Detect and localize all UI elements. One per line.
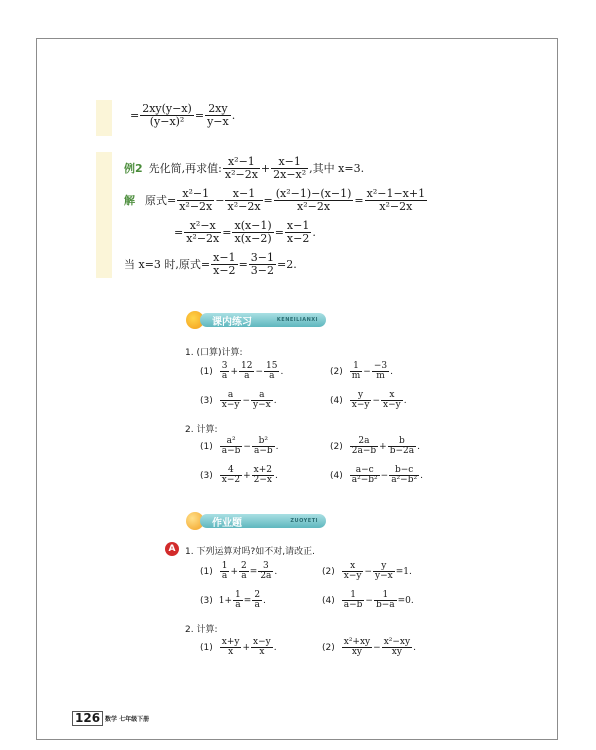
operator: =1. bbox=[395, 566, 412, 577]
numerator: y bbox=[373, 562, 395, 572]
page-number: 126 bbox=[72, 711, 103, 726]
operator: = bbox=[274, 225, 284, 239]
problem-label: (4) bbox=[330, 395, 343, 406]
denominator: m bbox=[351, 371, 361, 382]
fraction bbox=[251, 638, 273, 658]
problem bbox=[200, 591, 266, 611]
denominator: xy bbox=[391, 647, 402, 658]
numerator: b−c bbox=[389, 466, 419, 476]
operator: = bbox=[354, 193, 364, 207]
denominator: x bbox=[259, 647, 265, 658]
level-a-icon: A bbox=[165, 542, 179, 556]
denominator: 2x−x² bbox=[273, 167, 307, 181]
homework-banner bbox=[200, 514, 326, 528]
operator: + bbox=[379, 441, 387, 452]
problem bbox=[330, 362, 393, 382]
denominator: m bbox=[376, 371, 385, 382]
numerator: x+y bbox=[221, 637, 240, 647]
operator: − bbox=[215, 193, 225, 207]
problem-label: (1) bbox=[200, 441, 213, 452]
numerator: x−1 bbox=[225, 188, 262, 201]
numerator: b² bbox=[252, 437, 275, 447]
fraction bbox=[342, 591, 365, 611]
problem bbox=[200, 362, 283, 382]
problem-label: (2) bbox=[330, 366, 343, 377]
numerator: x²−1 bbox=[223, 156, 260, 169]
fraction bbox=[285, 220, 311, 244]
problem-label: (1) bbox=[200, 366, 213, 377]
denominator: a−b bbox=[343, 600, 363, 611]
operator: . bbox=[403, 395, 407, 406]
denominator: b−2a bbox=[389, 446, 415, 457]
problem-label: (4) bbox=[322, 595, 335, 606]
fraction bbox=[252, 591, 262, 611]
denominator: xy bbox=[351, 647, 363, 658]
homework-q2-title: 2. 计算: bbox=[185, 625, 218, 635]
homework-title: 作业题 bbox=[212, 517, 242, 529]
fraction bbox=[342, 638, 372, 658]
fraction bbox=[264, 362, 279, 382]
numerator: x²−1 bbox=[177, 188, 214, 201]
denominator: x(x−2) bbox=[234, 231, 272, 245]
problem bbox=[330, 466, 423, 486]
operator: . bbox=[413, 642, 416, 653]
operator: = bbox=[243, 595, 252, 606]
solution-line-2 bbox=[174, 220, 316, 244]
numerator: b bbox=[388, 437, 416, 447]
numerator: 1 bbox=[235, 590, 241, 600]
numerator: 3 bbox=[221, 361, 228, 371]
fraction bbox=[374, 591, 397, 611]
problem bbox=[330, 437, 420, 457]
solution-line-3 bbox=[124, 252, 297, 276]
numerator: y bbox=[350, 391, 372, 401]
denominator: a²−b² bbox=[351, 475, 378, 486]
fraction bbox=[350, 391, 372, 411]
fraction bbox=[342, 562, 364, 582]
fraction bbox=[249, 252, 276, 276]
fraction bbox=[251, 391, 273, 411]
fraction bbox=[350, 466, 380, 486]
denominator: y−x bbox=[207, 114, 229, 128]
fraction bbox=[220, 362, 230, 382]
operator: . bbox=[263, 595, 266, 606]
numerator: a bbox=[251, 391, 273, 401]
denominator: x²−2x bbox=[227, 199, 261, 213]
example-2 bbox=[124, 156, 364, 180]
operator: + bbox=[242, 642, 250, 653]
fraction bbox=[271, 156, 308, 180]
problem-label: (1) bbox=[200, 566, 213, 577]
fraction bbox=[223, 156, 260, 180]
denominator: a bbox=[254, 600, 260, 611]
numerator: 3−1 bbox=[250, 251, 274, 264]
operator: − bbox=[243, 441, 251, 452]
numerator: 4 bbox=[220, 466, 242, 476]
fraction bbox=[232, 220, 273, 244]
numerator: a bbox=[220, 391, 242, 401]
numerator: x bbox=[342, 562, 364, 572]
substitution-text: 当 x=3 时,原式= bbox=[124, 258, 211, 272]
fraction bbox=[239, 362, 254, 382]
denominator: 2a bbox=[260, 571, 272, 582]
practice-q2-title: 2. 计算: bbox=[185, 425, 218, 435]
numerator: 1 bbox=[342, 591, 365, 601]
practice-subtitle: KENEILIANXI bbox=[276, 317, 318, 323]
margin-shade-example bbox=[96, 152, 112, 278]
denominator: x bbox=[228, 647, 234, 658]
fraction bbox=[239, 562, 249, 582]
plus-sign: + bbox=[260, 161, 271, 175]
numerator: x²−1−x+1 bbox=[366, 187, 426, 200]
fraction bbox=[220, 437, 243, 457]
operator: . bbox=[417, 441, 420, 452]
operator: + bbox=[230, 566, 239, 577]
numerator: 2xy(y−x) bbox=[142, 102, 192, 115]
operator: . bbox=[274, 470, 278, 481]
margin-shade-top bbox=[96, 100, 112, 136]
denominator: b−a bbox=[375, 600, 395, 611]
operator: 1+ bbox=[218, 595, 233, 606]
denominator: x²−2x bbox=[224, 167, 258, 181]
fraction bbox=[220, 562, 230, 582]
denominator: x−2 bbox=[221, 475, 241, 486]
numerator: x−y bbox=[253, 637, 271, 647]
math-sequence bbox=[176, 188, 428, 212]
denominator: x²−2x bbox=[297, 199, 331, 213]
operator: . bbox=[273, 642, 277, 653]
solution-label: 解 bbox=[124, 194, 135, 208]
homework-q1-title: 1. 下列运算对吗?如不对,请改正. bbox=[185, 547, 315, 557]
operator: . bbox=[274, 566, 278, 577]
example-label: 例2 bbox=[124, 162, 143, 176]
numerator: (x²−1)−(x−1) bbox=[275, 187, 352, 200]
condition-text: ,其中 x=3. bbox=[309, 162, 365, 176]
fraction bbox=[211, 252, 237, 276]
operator: . bbox=[420, 470, 423, 481]
numerator: 2 bbox=[241, 561, 247, 571]
fraction bbox=[252, 437, 275, 457]
numerator: x(x−1) bbox=[234, 219, 272, 232]
operator: = bbox=[249, 566, 258, 577]
fraction bbox=[372, 362, 389, 382]
fraction bbox=[184, 220, 221, 244]
problem bbox=[330, 391, 407, 411]
operator: =2. bbox=[277, 257, 297, 271]
denominator: a²−b² bbox=[391, 475, 418, 486]
denominator: (y−x)² bbox=[149, 114, 185, 128]
operator: + bbox=[230, 366, 239, 377]
operator: =0. bbox=[397, 595, 414, 606]
denominator: 2−x bbox=[253, 475, 272, 486]
operator: − bbox=[364, 566, 372, 577]
denominator: x−y bbox=[221, 400, 240, 411]
denominator: a bbox=[221, 371, 228, 382]
problem bbox=[200, 391, 277, 411]
fraction bbox=[252, 466, 274, 486]
math-sequence bbox=[210, 252, 297, 276]
fraction bbox=[373, 562, 395, 582]
operator: = bbox=[222, 225, 232, 239]
numerator: x−1 bbox=[271, 156, 308, 169]
denominator: 2a−b bbox=[351, 446, 377, 457]
numerator: 2a bbox=[350, 437, 378, 447]
problem-label: (3) bbox=[200, 470, 213, 481]
numerator: x−1 bbox=[286, 219, 310, 232]
problem-label: (4) bbox=[330, 470, 343, 481]
denominator: x−2 bbox=[213, 263, 236, 277]
denominator: x²−2x bbox=[179, 199, 213, 213]
operator: − bbox=[380, 470, 389, 481]
fraction bbox=[225, 188, 262, 212]
problem-label: (2) bbox=[322, 642, 335, 653]
denominator: y−x bbox=[253, 400, 271, 411]
operator: . bbox=[275, 441, 279, 452]
fraction bbox=[382, 638, 412, 658]
operator: + bbox=[243, 470, 251, 481]
operator: − bbox=[365, 595, 373, 606]
numerator: x²+xy bbox=[343, 637, 371, 647]
fraction bbox=[220, 638, 242, 658]
numerator: 12 bbox=[241, 361, 253, 371]
fraction bbox=[233, 591, 243, 611]
numerator: x²−x bbox=[184, 220, 221, 233]
math-sequence bbox=[174, 220, 316, 244]
problem-label: (2) bbox=[322, 566, 335, 577]
numerator: −3 bbox=[373, 361, 388, 371]
practice-banner bbox=[200, 313, 326, 327]
fraction bbox=[258, 562, 273, 582]
numerator: 3 bbox=[258, 562, 273, 572]
operator: − bbox=[242, 395, 250, 406]
operator: − bbox=[373, 642, 381, 653]
numerator: 15 bbox=[266, 361, 278, 371]
numerator: x²−xy bbox=[383, 637, 411, 647]
denominator: x²−2x bbox=[379, 199, 413, 213]
numerator: x+2 bbox=[253, 465, 272, 475]
operator: . bbox=[280, 366, 284, 377]
numerator: x bbox=[381, 391, 403, 401]
fraction bbox=[365, 188, 427, 212]
example-text: 先化简,再求值: bbox=[148, 162, 222, 176]
problem bbox=[322, 638, 416, 658]
denominator: a bbox=[221, 571, 228, 582]
denominator: a−b bbox=[221, 446, 241, 457]
operator: = bbox=[238, 257, 248, 271]
equals-sign: = bbox=[130, 108, 140, 122]
problem bbox=[200, 638, 277, 658]
numerator: 1 bbox=[221, 561, 228, 571]
operator: . bbox=[312, 225, 316, 239]
fraction bbox=[381, 391, 403, 411]
operator: = bbox=[263, 193, 273, 207]
operator: − bbox=[255, 366, 264, 377]
page-frame bbox=[36, 38, 558, 740]
numerator: 2 bbox=[254, 590, 261, 600]
operator: = bbox=[174, 225, 184, 239]
problem bbox=[322, 591, 414, 611]
period: . bbox=[231, 108, 236, 122]
homework-subtitle: ZUOYETI bbox=[290, 518, 318, 524]
denominator: a bbox=[241, 571, 247, 582]
fraction bbox=[350, 362, 363, 382]
numerator: a−c bbox=[350, 466, 380, 476]
denominator: a bbox=[235, 600, 241, 611]
denominator: x−2 bbox=[286, 231, 310, 245]
operator: − bbox=[363, 366, 371, 377]
denominator: x−y bbox=[351, 400, 370, 411]
denominator: x²−2x bbox=[186, 231, 220, 245]
operator: . bbox=[390, 366, 393, 377]
practice-title: 课内练习 bbox=[212, 316, 252, 328]
fraction bbox=[274, 188, 354, 212]
fraction bbox=[388, 437, 416, 457]
fraction bbox=[177, 188, 214, 212]
operator: . bbox=[273, 395, 277, 406]
denominator: 3−2 bbox=[250, 263, 274, 277]
fraction bbox=[389, 466, 419, 486]
problem bbox=[200, 562, 277, 582]
operator: − bbox=[372, 395, 380, 406]
fraction bbox=[220, 391, 242, 411]
denominator: y−x bbox=[375, 571, 393, 582]
denominator: x−y bbox=[343, 571, 362, 582]
numerator: a² bbox=[220, 437, 243, 447]
denominator: a bbox=[244, 371, 250, 382]
problem-label: (3) bbox=[200, 395, 213, 406]
denominator: a−b bbox=[253, 446, 273, 457]
numerator: x−1 bbox=[213, 251, 236, 264]
denominator: a bbox=[269, 371, 275, 382]
fraction bbox=[140, 103, 194, 127]
problem bbox=[322, 562, 412, 582]
problem-label: (1) bbox=[200, 642, 213, 653]
problem bbox=[200, 466, 278, 486]
solution-line-1 bbox=[124, 188, 428, 212]
problem bbox=[200, 437, 279, 457]
fraction bbox=[350, 437, 378, 457]
problem-label: (2) bbox=[330, 441, 343, 452]
numerator: 1 bbox=[350, 362, 363, 372]
numerator: 1 bbox=[374, 591, 397, 601]
fraction bbox=[220, 466, 242, 486]
denominator: x−y bbox=[383, 400, 401, 411]
footer-book-title: 数学 七年级下册 bbox=[105, 716, 150, 723]
problem-label: (3) bbox=[200, 595, 213, 606]
practice-q1-title: 1. (口算)计算: bbox=[185, 348, 243, 358]
top-equation: = $\frac{2xy(y-x)}{\text{(y−x)²}}$ = $\frac{2xy}{y-x}$ . bbox=[130, 102, 236, 128]
numerator: 2xy bbox=[205, 103, 231, 116]
fraction bbox=[205, 103, 231, 127]
solution-start: 原式= bbox=[145, 194, 177, 208]
